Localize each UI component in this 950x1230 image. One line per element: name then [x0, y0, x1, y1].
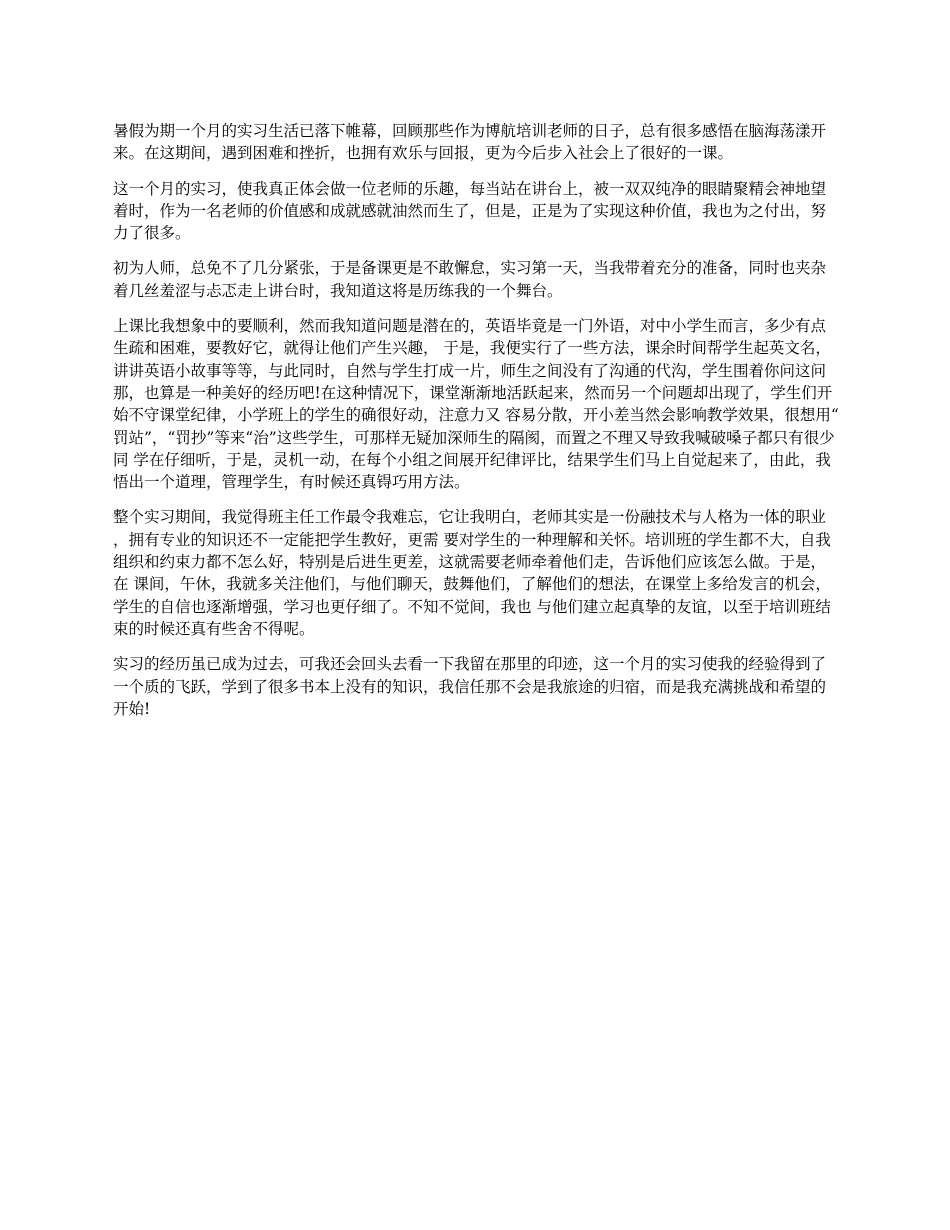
paragraph-2: 这一个月的实习，使我真正体会做一位老师的乐趣，每当站在讲台上，被一双双纯净的眼睛聚精会神地望着时，作为一名老师的价值感和成就感就油然而生了，但是，正是为了实现这种价值，我也为之付出，努力了很多。 [113, 179, 827, 243]
paragraph-4: 上课比我想象中的要顺利，然而我知道问题是潜在的，英语毕竟是一门外语，对中小学生而言，多少有点生疏和困难，要教好它，就得让他们产生兴趣， 于是，我便实行了一些方法，课余时间帮学生起英文名，讲讲英语小故事等等，与此同时，自然与学生打成一片，师生之间没有了沟通的代沟，学生围着你问这问 那，也算是一种美好的经历吧!在这种情况下，课堂渐渐地活跃起来，然而另一个问题却出现了，学生们开始不守课堂纪律，小学班上的学生的确很好动，注意力又 容易分散，开小差当然会影响教学效果，很想用“罚站”，“罚抄”等来“治”这些学生，可那样无疑加深师生的隔阂，而置之不理又导致我喊破嗓子都只有很少同 学在仔细听，于是，灵机一动，在每个小组之间展开纪律评比，结果学生们马上自觉起来了，由此，我悟出一个道理，管理学生，有时候还真锝巧用方法。 [113, 317, 839, 492]
paragraph-1: 暑假为期一个月的实习生活已落下帷幕，回顾那些作为博航培训老师的日子，总有很多感悟在脑海荡漾开来。在这期间，遇到困难和挫折，也拥有欢乐与回报，更为今后步入社会上了很好的一课。 [113, 122, 827, 163]
document-body [113, 120, 840, 733]
paragraph-6: 实习的经历虽已成为过去，可我还会回头去看一下我留在那里的印迹，这一个月的实习使我的经验得到了一个质的飞跃，学到了很多书本上没有的知识，我信任那不会是我旅途的归宿，而是我充满挑战和希望的开始! [113, 655, 827, 718]
paragraph-5: 整个实习期间，我觉得班主任工作最令我难忘，它让我明白，老师其实是一份融技术与人格为一体的职业，拥有专业的知识还不一定能把学生教好，更需 要对学生的一种理解和关怀。培训班的学生都不大，自我组织和约束力都不怎么好，特别是后进生更差，这就需要老师牵着他们走，告诉他们应该怎么做。于是，在 课间，午休，我就多关注他们，与他们聊天，鼓舞他们，了解他们的想法，在课堂上多给发言的机会，学生的自信也逐渐增强，学习也更仔细了。不知不觉间，我也 与他们建立起真挚的友谊，以至于培训班结束的时候还真有些舍不得呢。 [113, 508, 831, 638]
paragraph-3: 初为人师，总免不了几分紧张，于是备课更是不敢懈怠，实习第一天，当我带着充分的准备，同时也夹杂着几丝羞涩与忐忑走上讲台时，我知道这将是历练我的一个舞台。 [113, 259, 827, 300]
